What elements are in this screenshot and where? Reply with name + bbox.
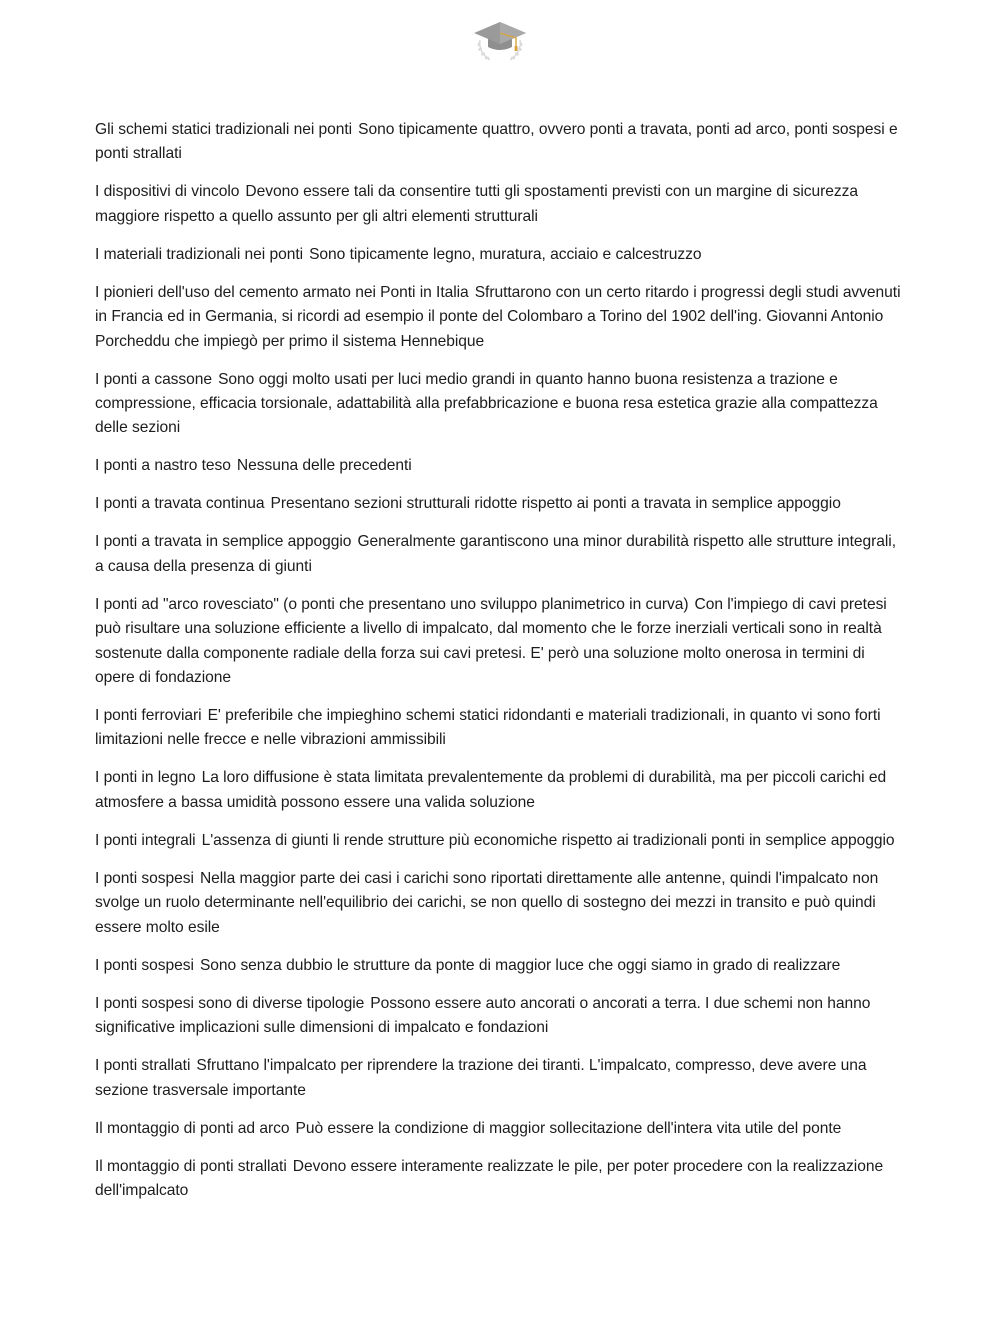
list-item xyxy=(95,530,903,579)
answer-text: Devono essere interamente realizzate le pile, per poter procedere con la realizzazione dell'impalcato xyxy=(95,1157,884,1199)
list-item xyxy=(95,368,903,441)
graduation-cap-logo-icon xyxy=(468,14,532,66)
list-item xyxy=(95,281,903,354)
list-item xyxy=(95,1054,903,1103)
question-text: I ponti a travata continua xyxy=(95,495,265,513)
list-item xyxy=(95,829,903,853)
answer-text: Sono tipicamente legno, muratura, acciaio e calcestruzzo xyxy=(309,245,702,263)
question-text: I ponti strallati xyxy=(95,1057,191,1075)
question-text: I ponti integrali xyxy=(95,831,196,849)
answer-text: Sono tipicamente quattro, ovvero ponti a travata, ponti ad arco, ponti sospesi e ponti strallati xyxy=(95,121,898,163)
question-text: I ponti sospesi sono di diverse tipologie xyxy=(95,994,365,1012)
list-item xyxy=(95,704,903,753)
list-item xyxy=(95,954,903,978)
list-item xyxy=(95,243,903,267)
answer-text: Possono essere auto ancorati o ancorati a terra. I due schemi non hanno significative implicazioni sulle dimensioni di impalcato e fondazioni xyxy=(95,994,871,1037)
list-item xyxy=(95,593,903,691)
list-item xyxy=(95,118,903,167)
question-text: Il montaggio di ponti ad arco xyxy=(95,1119,290,1137)
answer-text: Sono senza dubbio le strutture da ponte di maggior luce che oggi siamo in grado di realizzare xyxy=(199,956,841,974)
list-item xyxy=(95,492,903,516)
answer-text: Sono oggi molto usati per luci medio grandi in quanto hanno buona resistenza a trazione e compressione, efficacia torsionale, adattabilità alla prefabbricazione e buona resa estetica grazie alla compattezza delle sezioni xyxy=(95,370,878,437)
answer-text: Devono essere tali da consentire tutti gli spostamenti previsti con un margine di sicurezza maggiore rispetto a quello assunto per gli altri elementi strutturali xyxy=(95,183,858,225)
list-item xyxy=(95,454,903,478)
answer-text: Presentano sezioni strutturali ridotte rispetto ai ponti a travata in semplice appoggio xyxy=(270,495,841,513)
list-item xyxy=(95,766,903,815)
answer-text: Sfruttano l'impalcato per riprendere la trazione dei tiranti. L'impalcato, compresso, deve avere una sezione trasversale importante xyxy=(95,1057,867,1099)
document-body xyxy=(95,118,903,1217)
answer-text: Con l'impiego di cavi pretesi può risultare una soluzione efficiente a livello di impalcato, dal momento che le forze inerziali verticali sono in realtà sostenute dalla componente radiale della forza sui cavi pretesi. E' però una soluzione molto onerosa in termini di opere di fondazione xyxy=(95,595,887,687)
question-text: I materiali tradizionali nei ponti xyxy=(95,245,304,263)
answer-text: E' preferibile che impieghino schemi statici ridondanti e materiali tradizionali, in quanto vi sono forti limitazioni nelle frecce e nelle vibrazioni ammissibili xyxy=(95,707,881,749)
question-text: Gli schemi statici tradizionali nei ponti xyxy=(95,121,353,138)
list-item xyxy=(95,1117,903,1141)
question-text: I ponti sospesi xyxy=(95,869,194,887)
answer-text: Generalmente garantiscono una minor durabilità rispetto alle strutture integrali, a causa della presenza di giunti xyxy=(95,533,896,575)
question-text: I ponti ad "arco rovesciato" (o ponti che presentano uno sviluppo planimetrico in curva) xyxy=(95,595,689,613)
list-item xyxy=(95,867,903,940)
question-text: I ponti in legno xyxy=(95,769,196,787)
question-text: I ponti sospesi xyxy=(95,956,194,974)
question-text: Il montaggio di ponti strallati xyxy=(95,1157,287,1175)
answer-text: Sfruttarono con un certo ritardo i progressi degli studi avvenuti in Francia ed in Germania, si ricordi ad esempio il ponte del Colombaro a Torino del 1902 dell'ing. Giovanni Antonio Porcheddu che impiegò per primo il sistema Hennebique xyxy=(95,283,901,350)
question-text: I ponti a cassone xyxy=(95,370,213,388)
question-text: I dispositivi di vincolo xyxy=(95,183,240,201)
answer-text: Può essere la condizione di maggior sollecitazione dell'intera vita utile del ponte xyxy=(295,1119,842,1137)
answer-text: Nella maggior parte dei casi i carichi sono riportati direttamente alle antenne, quindi l'impalcato non svolge un ruolo determinante nell'equilibrio dei carichi, se non quello di sostegno dei mezzi in transito e può quindi essere molto esile xyxy=(95,869,879,936)
list-item xyxy=(95,992,903,1041)
question-text: I ponti ferroviari xyxy=(95,707,202,725)
question-text: I pionieri dell'uso del cemento armato nei Ponti in Italia xyxy=(95,283,469,301)
question-text: I ponti a nastro teso xyxy=(95,457,231,475)
question-text: I ponti a travata in semplice appoggio xyxy=(95,533,352,551)
answer-text: La loro diffusione è stata limitata prevalentemente da problemi di durabilità, ma per piccoli carichi ed atmosfere a bassa umidità possono essere una valida soluzione xyxy=(95,769,887,811)
list-item xyxy=(95,180,903,229)
answer-text: L'assenza di giunti li rende strutture più economiche rispetto ai tradizionali ponti in semplice appoggio xyxy=(201,831,895,849)
list-item xyxy=(95,1155,903,1204)
answer-text: Nessuna delle precedenti xyxy=(236,457,412,475)
